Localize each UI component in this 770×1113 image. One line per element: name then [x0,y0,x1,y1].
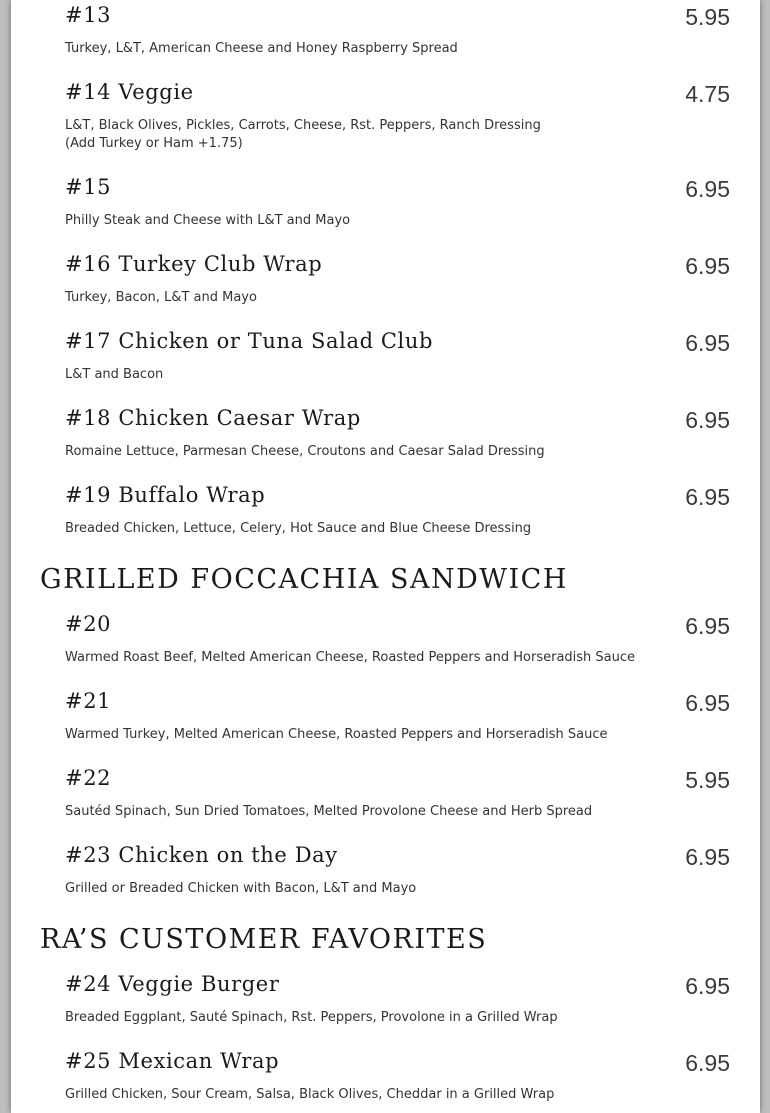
item-description: Turkey, L&T, American Cheese and Honey Raspberry Spread [65,41,458,56]
section-title-customer-favorites: RA’S CUSTOMER FAVORITES [40,924,488,955]
item-name: #14 Veggie [65,80,194,104]
item-price: 6.95 [685,407,730,433]
item-description: L&T, Black Olives, Pickles, Carrots, Cheese, Rst. Peppers, Ranch Dressing (Add Turkey or Ham +1.75) [65,118,541,151]
item-price: 6.95 [685,1050,730,1076]
item-price: 6.95 [685,973,730,999]
item-name: #16 Turkey Club Wrap [65,252,323,276]
item-description: Grilled or Breaded Chicken with Bacon, L&T and Mayo [65,881,417,896]
item-name: #19 Buffalo Wrap [65,483,266,507]
item-price: 6.95 [685,844,730,870]
item-description: Breaded Chicken, Lettuce, Celery, Hot Sauce and Blue Cheese Dressing [65,521,532,536]
item-price: 5.95 [685,4,730,30]
item-price: 5.95 [685,767,730,793]
item-description: L&T and Bacon [65,367,164,382]
item-price: 6.95 [685,330,730,356]
item-price: 6.95 [685,484,730,510]
item-name: #13 [65,3,112,27]
item-price: 6.95 [685,690,730,716]
item-name: #25 Mexican Wrap [65,1049,280,1073]
item-description: Turkey, Bacon, L&T and Mayo [65,290,257,305]
item-price: 6.95 [685,253,730,279]
item-description: Sautéd Spinach, Sun Dried Tomatoes, Melted Provolone Cheese and Herb Spread [65,804,593,819]
item-description: Warmed Turkey, Melted American Cheese, Roasted Peppers and Horseradish Sauce [65,727,608,742]
item-price: 6.95 [685,613,730,639]
item-name: #23 Chicken on the Day [65,843,338,867]
item-name: #20 [65,612,112,636]
item-name: #18 Chicken Caesar Wrap [65,406,361,430]
item-price: 6.95 [685,176,730,202]
item-description: Warmed Roast Beef, Melted American Cheese, Roasted Peppers and Horseradish Sauce [65,650,636,665]
item-name: #17 Chicken or Tuna Salad Club [65,329,434,353]
item-description: Romaine Lettuce, Parmesan Cheese, Croutons and Caesar Salad Dressing [65,444,545,459]
item-price: 4.75 [685,81,730,107]
section-title-grilled-foccachia: GRILLED FOCCACHIA SANDWICH [40,564,568,595]
item-description: Grilled Chicken, Sour Cream, Salsa, Black Olives, Cheddar in a Grilled Wrap [65,1087,555,1102]
item-name: #22 [65,766,112,790]
item-description: Philly Steak and Cheese with L&T and Mayo [65,213,351,228]
item-name: #21 [65,689,112,713]
item-description: Breaded Eggplant, Sauté Spinach, Rst. Peppers, Provolone in a Grilled Wrap [65,1010,558,1025]
item-name: #15 [65,175,112,199]
item-name: #24 Veggie Burger [65,972,280,996]
